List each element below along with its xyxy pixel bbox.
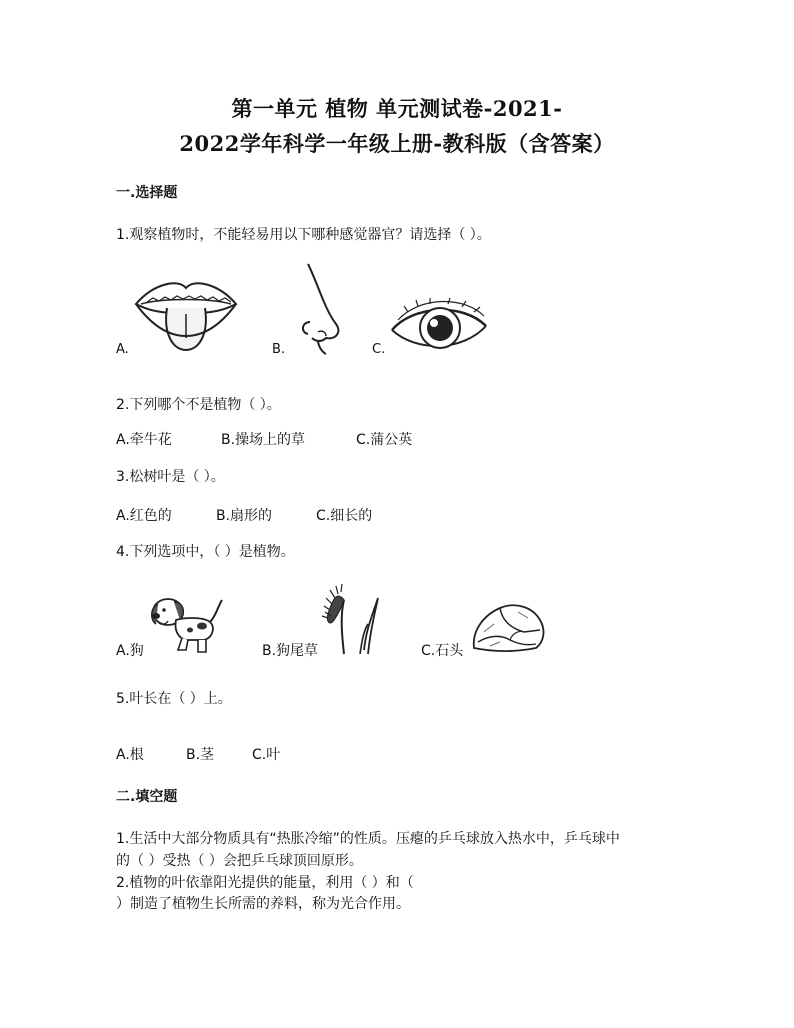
stone-icon bbox=[470, 602, 546, 654]
nose-icon bbox=[296, 262, 344, 356]
q5-option-c: C.叶 bbox=[252, 747, 281, 763]
question-4-text: 4.下列选项中，（ ）是植物。 bbox=[116, 544, 295, 560]
q3-option-a: A.红色的 bbox=[116, 508, 172, 524]
q2-option-c: C.蒲公英 bbox=[356, 432, 413, 448]
fill-question-1-line-2: 的（ ）受热（ ）会把乒乓球顶回原形。 bbox=[116, 853, 363, 869]
q1-option-c-label: C. bbox=[372, 342, 386, 357]
section1-heading: 一.选择题 bbox=[116, 185, 178, 201]
q4-option-b-label: B.狗尾草 bbox=[262, 643, 319, 659]
tongue-icon bbox=[133, 274, 239, 354]
q4-option-c-label: C.石头 bbox=[421, 643, 464, 659]
fill-question-2-line-1: 2.植物的叶依靠阳光提供的能量，利用（ ）和（ bbox=[116, 875, 414, 891]
q1-option-b-label: B. bbox=[272, 342, 286, 357]
foxtail-grass-icon bbox=[322, 580, 382, 658]
fill-question-1-line-1: 1.生活中大部分物质具有“热胀冷缩”的性质。压瘪的乒乓球放入热水中，乒乓球中 bbox=[116, 831, 620, 847]
fill-question-2-line-2: ）制造了植物生长所需的养料，称为光合作用。 bbox=[116, 896, 410, 912]
q3-option-c: C.细长的 bbox=[316, 508, 373, 524]
eye-icon bbox=[388, 298, 490, 358]
q2-option-a: A.牵牛花 bbox=[116, 432, 172, 448]
dog-icon bbox=[146, 590, 226, 656]
q3-option-b: B.扇形的 bbox=[216, 508, 273, 524]
question-2-text: 2.下列哪个不是植物（ ）。 bbox=[116, 397, 281, 413]
q4-option-a-label: A.狗 bbox=[116, 643, 144, 659]
title-line-1: 第一单元 植物 单元测试卷-2021- bbox=[231, 96, 563, 121]
q1-option-a-label: A. bbox=[116, 342, 129, 357]
question-3-text: 3.松树叶是（ ）。 bbox=[116, 469, 225, 485]
q2-option-b: B.操场上的草 bbox=[221, 432, 306, 448]
q5-option-b: B.茎 bbox=[186, 747, 215, 763]
question-5-text: 5.叶长在（ ）上。 bbox=[116, 691, 232, 707]
section2-heading: 二.填空题 bbox=[116, 789, 178, 805]
title-line-2: 2022学年科学一年级上册-教科版（含答案） bbox=[179, 131, 615, 156]
question-1-text: 1.观察植物时，不能轻易用以下哪种感觉器官？请选择（ ）。 bbox=[116, 227, 491, 243]
q5-option-a: A.根 bbox=[116, 747, 144, 763]
